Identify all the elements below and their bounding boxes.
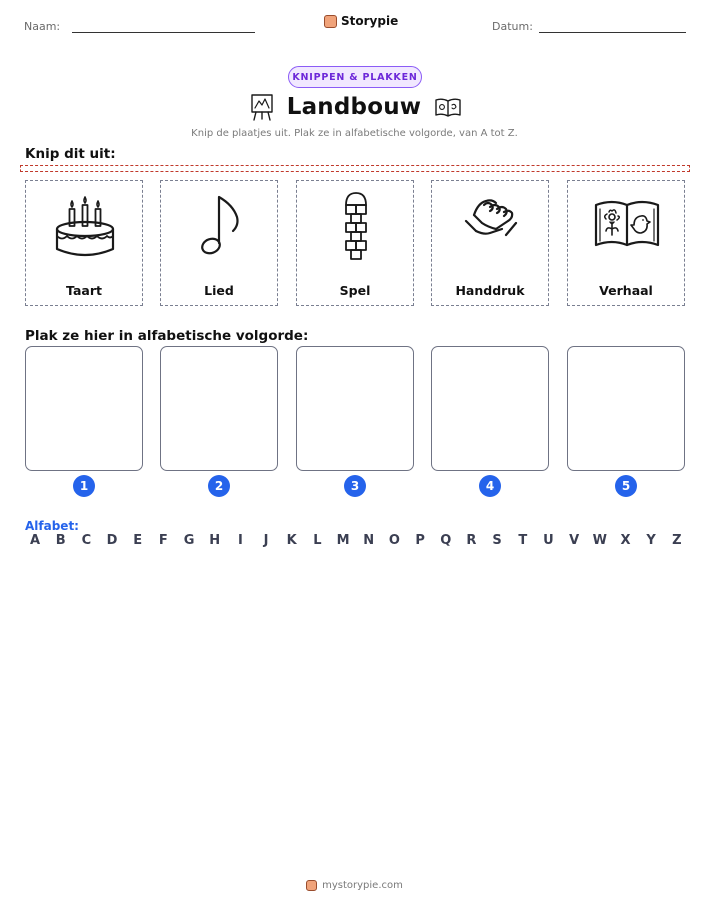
alphabet-letter: S: [492, 533, 502, 548]
instructions: Knip de plaatjes uit. Plak ze in alfabetische volgorde, van A tot Z.: [191, 128, 518, 139]
page-title: [250, 92, 462, 122]
paste-slot-5[interactable]: [567, 346, 685, 471]
paste-slot-2[interactable]: [160, 346, 278, 471]
name-label: Naam:: [24, 20, 61, 33]
alphabet-letter: V: [569, 533, 580, 548]
farm-easel-icon: [250, 93, 274, 121]
card-label: Handdruk: [455, 283, 525, 298]
alphabet-letter: G: [183, 533, 195, 548]
card-label: Verhaal: [599, 283, 653, 298]
cut-card-taart[interactable]: [25, 180, 143, 306]
handshake-icon: [456, 191, 526, 261]
footer: [0, 880, 709, 891]
alphabet-letter: D: [106, 533, 118, 548]
alphabet-letter: H: [209, 533, 221, 548]
alphabet-title: Alfabet:: [25, 519, 79, 533]
alphabet-letter: P: [415, 533, 425, 548]
alphabet-letter: Y: [646, 533, 656, 548]
card-label: Lied: [204, 283, 234, 298]
brand-logo: [324, 14, 398, 28]
alphabet-letter: R: [466, 533, 477, 548]
brand-name: Storypie: [341, 14, 399, 28]
alphabet-letter: J: [263, 533, 269, 548]
alphabet-row: [26, 533, 686, 548]
alphabet-letter: C: [81, 533, 92, 548]
storypie-logo-icon: [324, 15, 337, 28]
alphabet-letter: I: [237, 533, 243, 548]
slot-number-3: 3: [344, 475, 366, 497]
paste-slot-4[interactable]: [431, 346, 549, 471]
alphabet-letter: U: [543, 533, 554, 548]
alphabet-letter: N: [363, 533, 375, 548]
alphabet-letter: B: [55, 533, 66, 548]
slot-number-1: 1: [73, 475, 95, 497]
alphabet-letter: E: [133, 533, 143, 548]
cake-icon: [50, 191, 120, 261]
music-note-icon: [185, 191, 255, 261]
open-book-icon: [434, 96, 462, 118]
alphabet-letter: A: [29, 533, 41, 548]
paste-section-title: Plak ze hier in alfabetische volgorde:: [25, 328, 309, 344]
title-text: Landbouw: [286, 94, 422, 120]
cut-card-spel[interactable]: [296, 180, 414, 306]
date-line[interactable]: [539, 32, 686, 33]
activity-badge: KNIPPEN & PLAKKEN: [288, 66, 422, 88]
cut-card-lied[interactable]: [160, 180, 278, 306]
slot-number-4: 4: [479, 475, 501, 497]
storybook-icon: [592, 191, 662, 261]
paste-slot-1[interactable]: [25, 346, 143, 471]
storypie-logo-icon: [306, 880, 317, 891]
alphabet-letter: X: [620, 533, 631, 548]
card-label: Spel: [339, 283, 371, 298]
alphabet-letter: M: [336, 533, 350, 548]
cut-card-verhaal[interactable]: [567, 180, 685, 306]
alphabet-letter: O: [388, 533, 400, 548]
alphabet-letter: K: [286, 533, 297, 548]
alphabet-letter: Z: [672, 533, 682, 548]
alphabet-letter: Q: [440, 533, 452, 548]
date-label: Datum:: [492, 20, 533, 33]
name-line[interactable]: [72, 32, 255, 33]
alphabet-letter: L: [313, 533, 322, 548]
cut-line: [20, 165, 690, 172]
slot-number-2: 2: [208, 475, 230, 497]
footer-url[interactable]: mystorypie.com: [322, 880, 403, 891]
cut-card-handdruk[interactable]: [431, 180, 549, 306]
card-label: Taart: [66, 283, 102, 298]
cut-section-title: Knip dit uit:: [25, 146, 116, 162]
paste-slot-3[interactable]: [296, 346, 414, 471]
alphabet-letter: F: [158, 533, 168, 548]
alphabet-letter: W: [592, 533, 607, 548]
hopscotch-icon: [321, 191, 391, 261]
alphabet-letter: T: [518, 533, 528, 548]
slot-number-5: 5: [615, 475, 637, 497]
